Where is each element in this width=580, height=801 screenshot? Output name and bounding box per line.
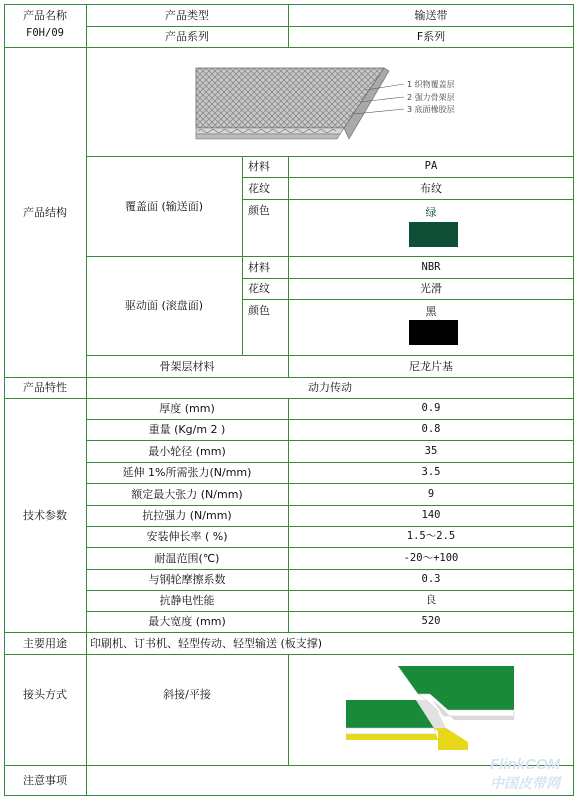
structure-label: 产品结构 bbox=[23, 205, 67, 219]
tech-param-name: 重量 (Kg/m 2 ) bbox=[148, 423, 226, 436]
tech-param-value: 0.3 bbox=[421, 573, 441, 585]
drive-material-label: 材料 bbox=[248, 260, 270, 274]
row-divider bbox=[242, 299, 574, 300]
cover-pattern-label: 花纹 bbox=[248, 181, 270, 195]
col-divider bbox=[242, 156, 243, 355]
cover-material-value: PA bbox=[424, 160, 438, 172]
drive-color-label: 颜色 bbox=[248, 303, 270, 317]
layer-label-2: 2 强力骨架层 bbox=[407, 93, 455, 102]
tech-param-value: 0.8 bbox=[421, 423, 441, 435]
product-name-label: 产品名称 bbox=[23, 8, 67, 22]
skeleton-material-label: 骨架层材料 bbox=[159, 359, 215, 373]
tech-param-name: 耐温范围(℃) bbox=[154, 551, 220, 565]
usage-value: 印刷机、订书机、轻型传动、轻型输送 (板支撑) bbox=[90, 636, 323, 650]
col-divider bbox=[288, 654, 289, 765]
layer-label-3: 3 底面橡胶层 bbox=[407, 105, 455, 114]
tech-param-value: 3.5 bbox=[421, 466, 441, 478]
cover-material-label: 材料 bbox=[248, 160, 270, 173]
tech-params-label: 技术参数 bbox=[23, 508, 67, 522]
characteristics-value: 动力传动 bbox=[308, 381, 352, 394]
characteristics-label: 产品特性 bbox=[23, 381, 67, 394]
drive-surface-label: 驱动面 (滚盘面) bbox=[124, 299, 204, 312]
drive-color-value: 黑 bbox=[425, 304, 437, 318]
tech-param-value: 35 bbox=[424, 444, 438, 457]
product-type-label: 产品类型 bbox=[165, 8, 209, 22]
tech-param-name: 厚度 (mm) bbox=[159, 402, 215, 415]
tech-param-value: 140 bbox=[421, 509, 441, 521]
cover-color-swatch bbox=[409, 222, 458, 247]
watermark-line1: FlinkCOM bbox=[490, 756, 560, 773]
drive-pattern-value: 光滑 bbox=[420, 282, 442, 295]
belt-layer-diagram bbox=[194, 62, 474, 142]
cover-color-value: 绿 bbox=[425, 205, 437, 219]
tech-param-value: 0.9 bbox=[421, 402, 441, 414]
tech-param-value: 520 bbox=[421, 615, 441, 627]
tech-param-name: 抗静电性能 bbox=[159, 594, 215, 607]
watermark-line2: 中国皮带网 bbox=[490, 775, 560, 791]
spec-sheet bbox=[4, 4, 574, 796]
cover-surface-label: 覆盖面 (输送面) bbox=[124, 199, 204, 213]
joint-value: 斜接/平接 bbox=[163, 687, 211, 701]
product-code: F0H/09 bbox=[26, 26, 64, 39]
product-series-label: 产品系列 bbox=[165, 30, 209, 43]
row-divider bbox=[242, 199, 574, 200]
joint-label: 接头方式 bbox=[23, 687, 67, 701]
tech-param-name: 与钢轮摩擦系数 bbox=[148, 573, 226, 586]
tech-param-value: 1.5～2.5 bbox=[406, 530, 456, 542]
product-series-value: F系列 bbox=[416, 30, 446, 43]
drive-color-swatch bbox=[409, 320, 458, 345]
tech-param-name: 额定最大张力 (N/mm) bbox=[131, 487, 243, 501]
joint-diagram bbox=[346, 664, 521, 752]
tech-param-value: -20～+100 bbox=[403, 551, 459, 564]
tech-param-name: 最小轮径 (mm) bbox=[148, 444, 226, 458]
layer-label-1: 1 织物覆盖层 bbox=[407, 80, 455, 89]
cover-color-label: 颜色 bbox=[248, 203, 270, 217]
drive-material-value: NBR bbox=[421, 260, 441, 273]
tech-param-value: 9 bbox=[427, 487, 435, 500]
watermark bbox=[490, 756, 560, 792]
row-divider bbox=[4, 47, 574, 48]
usage-label: 主要用途 bbox=[23, 636, 67, 650]
tech-param-name: 抗拉强力 (N/mm) bbox=[142, 509, 232, 522]
cover-pattern-value: 布纹 bbox=[420, 181, 442, 195]
tech-param-value: 良 bbox=[425, 594, 437, 606]
tech-param-name: 安装伸长率 ( %) bbox=[146, 530, 228, 543]
product-type-value: 输送带 bbox=[414, 8, 448, 22]
tech-param-name: 延伸 1%所需张力(N/mm) bbox=[122, 466, 252, 479]
tech-param-name: 最大宽度 (mm) bbox=[148, 615, 226, 628]
notes-label: 注意事项 bbox=[23, 774, 67, 787]
drive-pattern-label: 花纹 bbox=[248, 282, 270, 295]
skeleton-material-value: 尼龙片基 bbox=[409, 359, 453, 373]
